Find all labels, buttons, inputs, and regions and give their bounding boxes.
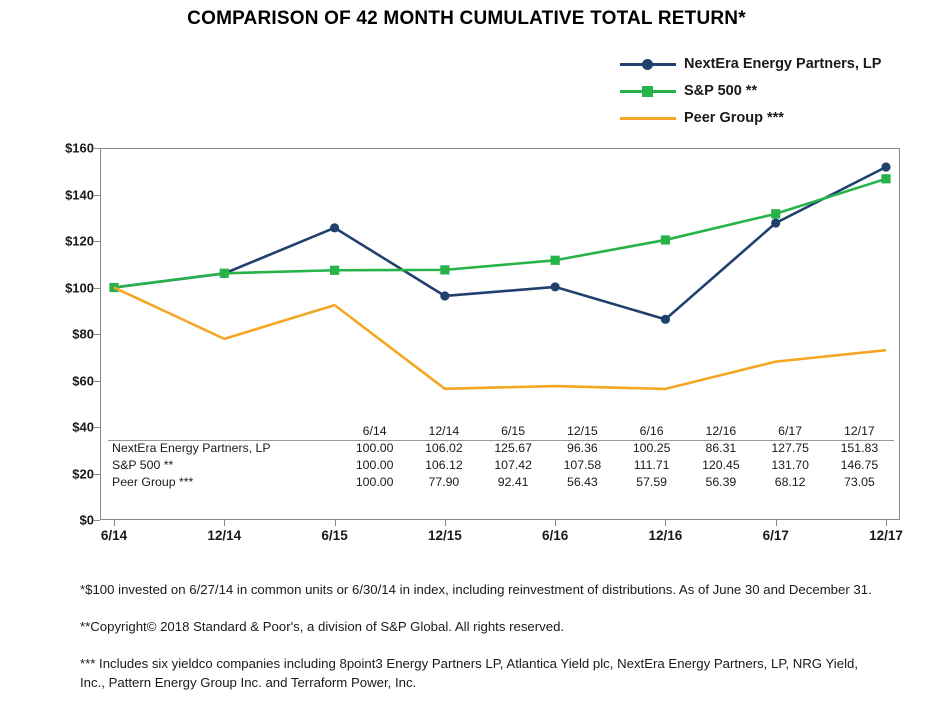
table-cell: 57.59 [636, 475, 668, 489]
table-cell: 73.05 [843, 475, 875, 489]
x-axis-tick-label: 12/15 [427, 528, 462, 543]
table-cell: 96.36 [566, 441, 598, 455]
x-axis-tick-label: 12/14 [207, 528, 242, 543]
series-point-square [551, 256, 560, 265]
series-point-square [881, 174, 890, 183]
x-axis-tick-label: 6/16 [542, 528, 569, 543]
x-axis-tick-mark [445, 520, 446, 526]
data-table [108, 423, 894, 491]
x-axis-tick-mark [665, 520, 666, 526]
table-corner-cell [108, 423, 340, 440]
y-axis-tick-label: $140 [65, 187, 94, 202]
table-header-row [108, 423, 894, 440]
series-point-square [440, 265, 449, 274]
table-column-header: 6/16 [639, 424, 664, 438]
table-cell: 131.70 [771, 458, 809, 472]
y-axis-tick-label: $60 [72, 373, 94, 388]
y-axis-tick-label: $80 [72, 326, 94, 342]
legend-item [620, 50, 930, 77]
table-cell: 92.41 [497, 475, 529, 489]
table-cell: 125.67 [494, 441, 532, 455]
table-cell: 106.12 [425, 458, 463, 472]
table-cell: 127.75 [771, 441, 809, 455]
table-cell: 100.00 [355, 475, 394, 489]
x-axis-tick-mark [886, 520, 887, 526]
table-cell: 68.12 [774, 475, 806, 489]
x-axis-tick-label: 6/14 [100, 528, 128, 543]
table-row [108, 440, 894, 457]
table-cell: 77.90 [428, 475, 460, 489]
table-cell: 56.39 [705, 475, 737, 489]
table-cell: 56.43 [566, 475, 598, 489]
table-cell: 107.58 [563, 458, 602, 472]
legend-swatch [620, 57, 676, 71]
table-row [108, 474, 894, 491]
y-axis-tick-label: $20 [72, 466, 94, 481]
series-point-circle [330, 223, 339, 232]
footnote: *$100 invested on 6/27/14 in common units or 6/30/14 in index, including reinvestment of distributions. As of June 30 and December 31. [80, 582, 872, 597]
table-column-header: 12/14 [428, 424, 460, 438]
series-line [114, 167, 886, 319]
series-point-circle [881, 162, 890, 171]
legend-circle-icon [642, 59, 653, 70]
y-axis-tick-label: $120 [65, 233, 94, 249]
series-point-circle [771, 218, 780, 227]
series-line [114, 288, 886, 389]
table-column-header: 6/15 [501, 424, 526, 438]
legend-label: Peer Group *** [684, 109, 784, 126]
table-cell: 120.45 [702, 458, 740, 472]
legend-item [620, 77, 930, 104]
x-axis-tick-label: 6/17 [762, 528, 789, 543]
table-column-header: 12/16 [705, 424, 737, 438]
y-axis-tick-label: $100 [65, 280, 94, 295]
series-point-square [220, 269, 229, 278]
table-column-header: 12/17 [843, 424, 875, 438]
table-cell: 151.83 [840, 441, 879, 455]
page-title: COMPARISON OF 42 MONTH CUMULATIVE TOTAL RETURN* [187, 8, 746, 29]
x-axis-tick-mark [335, 520, 336, 526]
table-cell: 111.71 [633, 458, 670, 472]
table-column-header: 6/17 [778, 424, 803, 438]
legend-swatch [620, 111, 676, 125]
table-cell: 100.25 [632, 441, 671, 455]
table-row [108, 457, 894, 474]
series-point-square [661, 235, 670, 244]
series-point-circle [551, 282, 560, 291]
series-point-circle [440, 291, 449, 300]
table-cell: 100.00 [355, 441, 394, 455]
legend-swatch [620, 84, 676, 98]
chart-legend [620, 50, 930, 131]
table-column-header: 12/15 [566, 424, 598, 438]
table-cell: 146.75 [840, 458, 879, 472]
x-axis-tick-label: 12/16 [648, 528, 683, 543]
legend-square-icon [642, 86, 653, 97]
x-axis-tick-mark [776, 520, 777, 526]
table-row-label: Peer Group *** [112, 475, 194, 489]
table-cell: 86.31 [705, 441, 737, 455]
y-axis-tick-mark [94, 520, 100, 521]
series-point-circle [661, 315, 670, 324]
y-axis-tick-label: $160 [65, 140, 94, 156]
x-axis-tick-mark [224, 520, 225, 526]
y-axis-tick-label: $40 [72, 419, 94, 435]
legend-line [620, 117, 676, 120]
table-cell: 100.00 [355, 458, 394, 472]
x-axis-tick-mark [114, 520, 115, 526]
table-cell: 106.02 [425, 441, 463, 455]
footnotes [80, 580, 880, 710]
table-column-header: 6/14 [362, 424, 387, 438]
legend-label: S&P 500 ** [684, 82, 758, 99]
legend-item [620, 104, 930, 131]
footnote: **Copyright© 2018 Standard & Poor's, a division of S&P Global. All rights reserved. [80, 619, 565, 634]
footnote: *** Includes six yieldco companies including 8point3 Energy Partners LP, Atlantica Yield plc, NextEra Energy Partners, LP, NRG Yield, Inc., Pattern Energy Group Inc. and Terraform Power, Inc. [80, 656, 858, 690]
x-axis-tick-label: 6/15 [321, 528, 348, 543]
y-axis-tick-label: $0 [79, 512, 94, 528]
table-row-label: S&P 500 ** [112, 458, 174, 472]
x-axis-tick-label: 12/17 [869, 528, 903, 543]
table-cell: 107.42 [494, 458, 532, 472]
series-point-square [771, 209, 780, 218]
x-axis-tick-mark [555, 520, 556, 526]
table-row-label: NextEra Energy Partners, LP [112, 441, 271, 455]
series-point-square [330, 266, 339, 275]
chart-plot-area [22, 140, 912, 543]
legend-label: NextEra Energy Partners, LP [684, 55, 882, 72]
